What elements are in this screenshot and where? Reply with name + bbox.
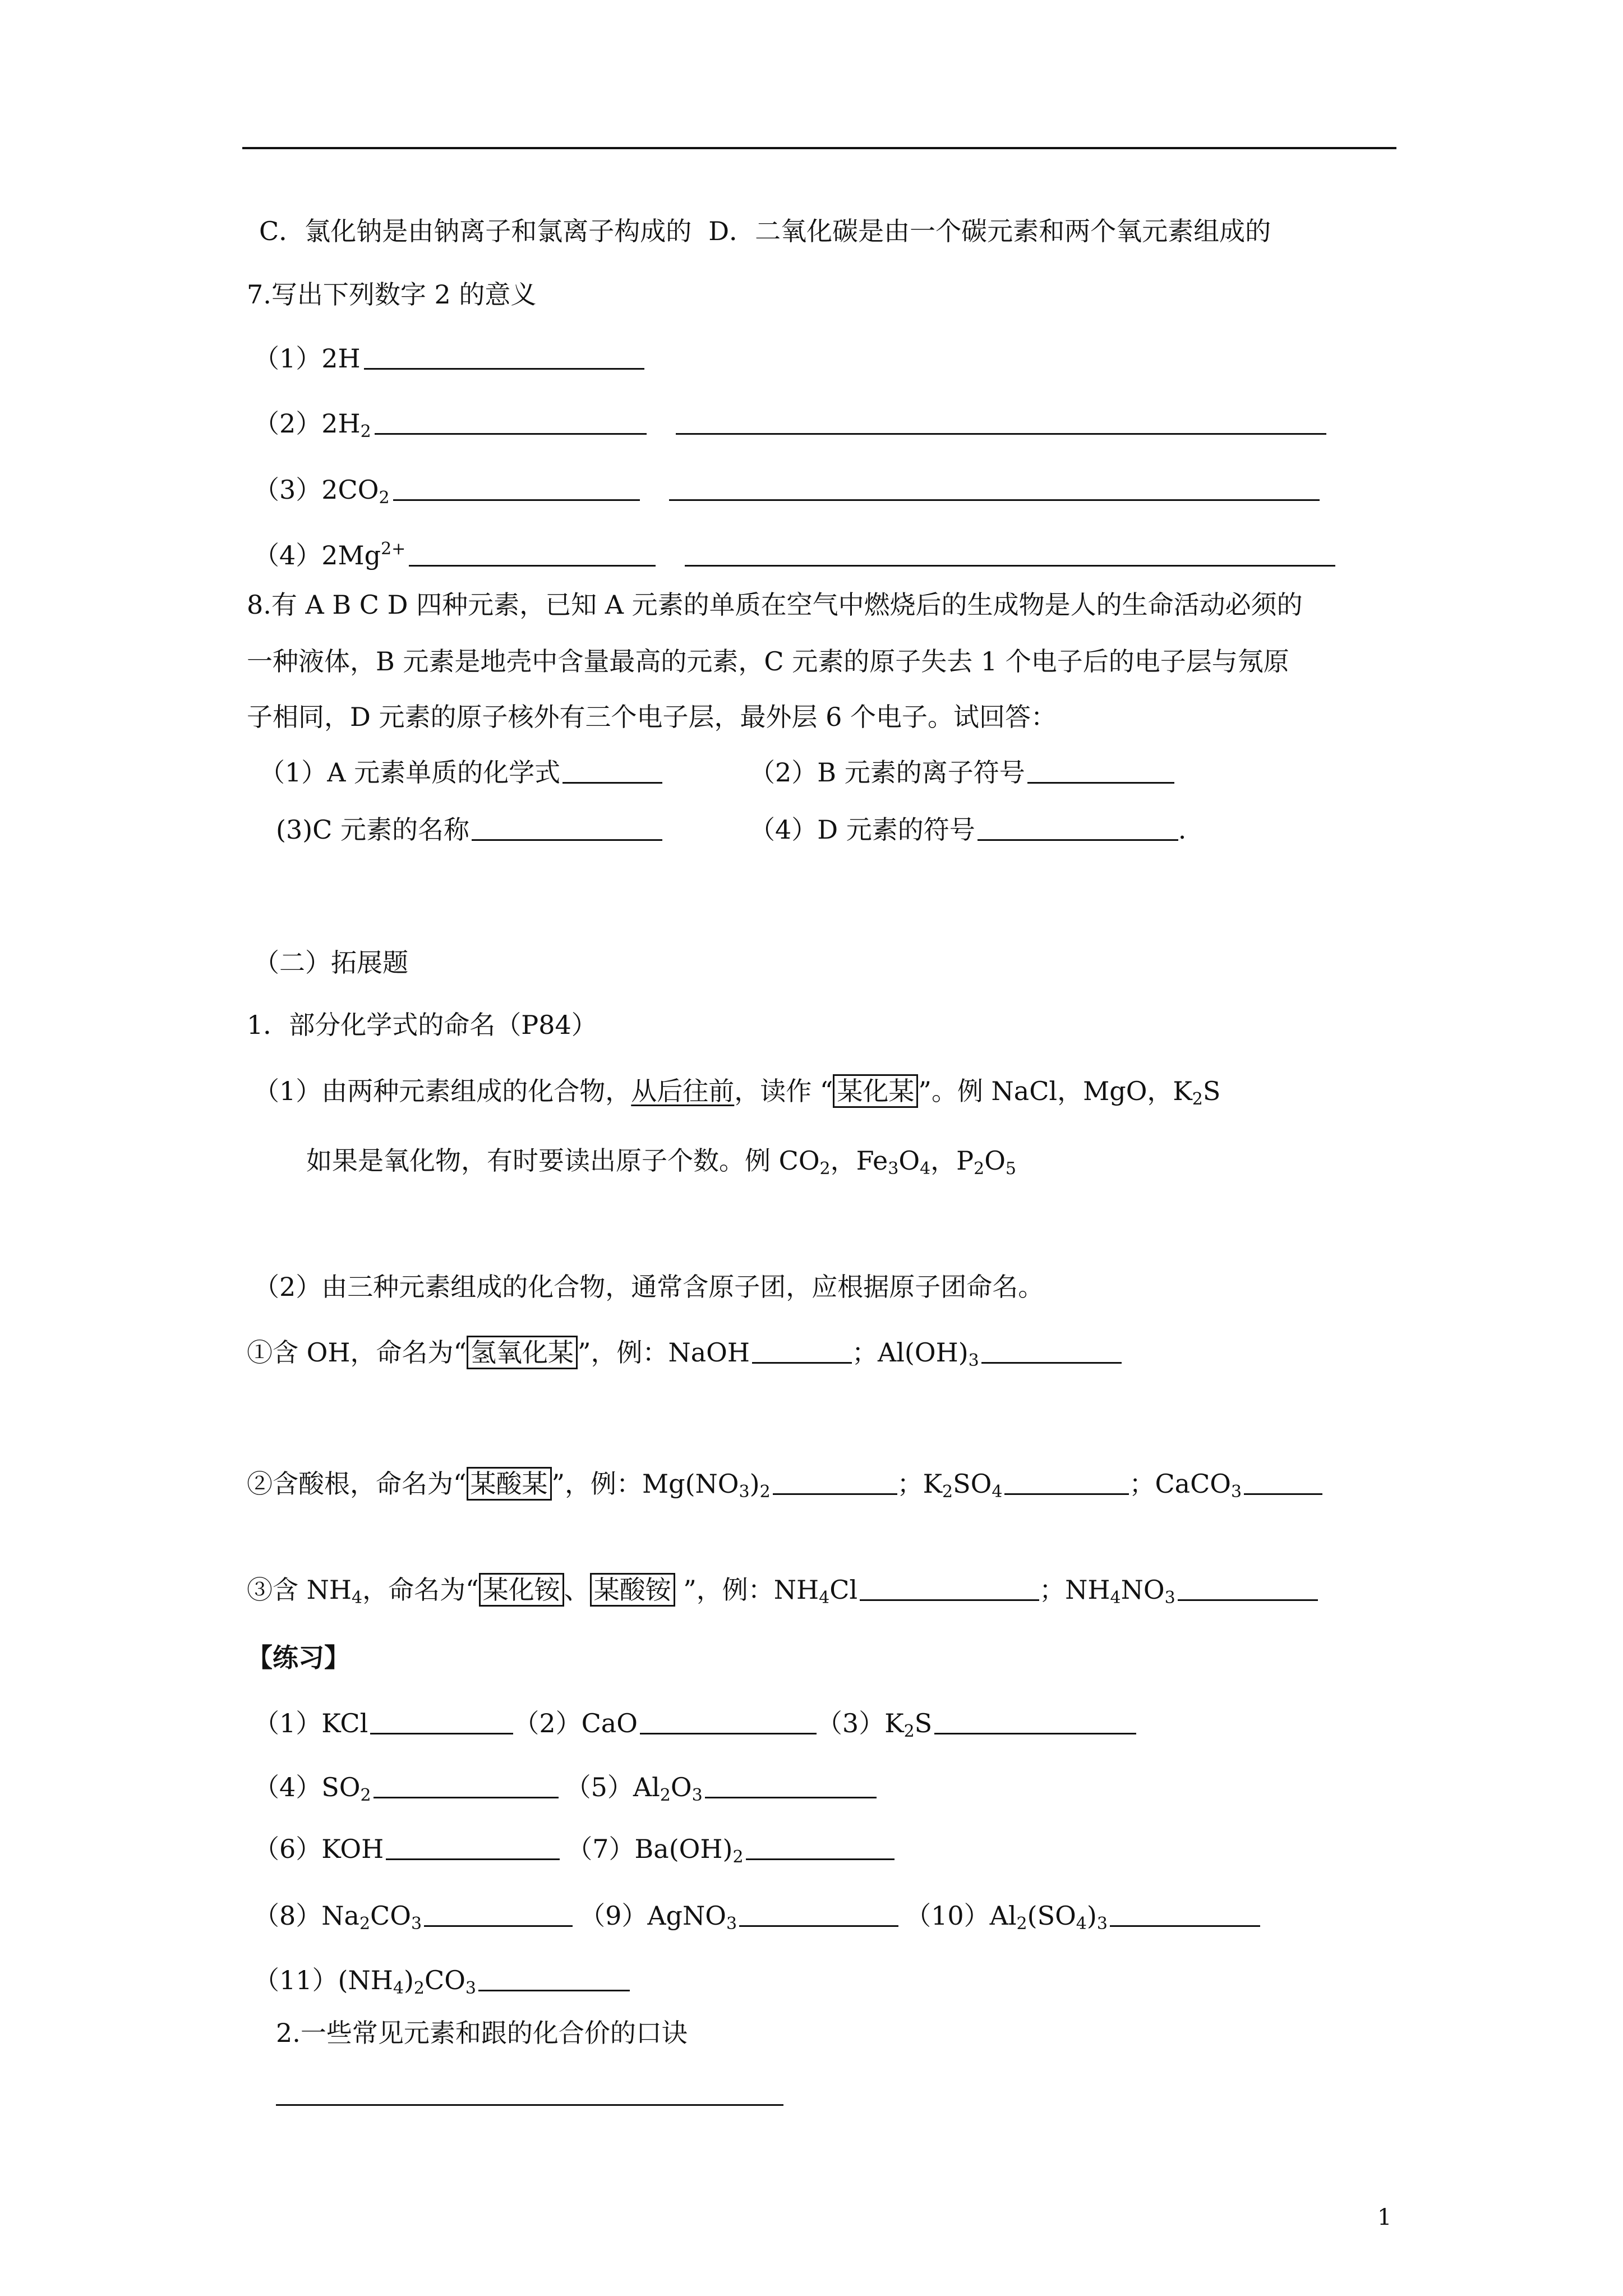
naming-rule-oxides: 如果是氧化物，有时要读出原子个数。例 $CO_2$，$Fe_3O_4$，$P_2O_5$ [306,1145,1017,1179]
answer-blank[interactable] [669,477,1320,501]
naming-rule-hydroxide: ①含 OH，命名为“ 氢氧化某 ”，例：NaOH ；$Al(OH)_3$ [247,1337,1122,1368]
answer-blank[interactable] [685,542,1335,567]
answer-blank[interactable] [752,1340,852,1364]
reading-order-underlined: 从后往前 [631,1076,735,1106]
answer-blank[interactable] [934,1710,1136,1734]
answer-blank[interactable] [1244,1471,1322,1495]
practice-row-2: $(4)SO_2$ $(5)Al_2O_3$ [253,1772,877,1803]
answer-blank[interactable] [370,1710,513,1734]
answer-blank[interactable] [478,1967,630,1991]
answer-blank[interactable] [472,817,662,841]
answer-blank[interactable] [364,346,644,370]
q8-answer-4: （4）D 元素的符号 . [749,815,1187,845]
answer-blank[interactable] [739,1903,898,1927]
q8-stem-line-1: 8.有 A B C D 四种元素，已知 A 元素的单质在空气中燃烧后的生成物是人的生命活动必须的 [247,590,1303,620]
q7-item-2: $(2)2H_2$ [253,408,1326,439]
answer-blank[interactable] [640,1710,817,1734]
practice-row-5: $(11)(NH_4)_2CO_3$ [253,1964,630,1996]
answer-blank[interactable] [1027,760,1174,784]
answer-blank[interactable] [374,1774,559,1798]
page-number: 1 [1377,2205,1392,2230]
q7-item-1: （1）2H [253,343,644,374]
answer-blank[interactable] [393,477,640,501]
answer-blank[interactable] [375,411,647,435]
q8-stem-line-2: 一种液体，B 元素是地壳中含量最高的元素，C 元素的原子失去 1 个电子后的电子层与氖原 [247,646,1289,677]
pattern-box-mou-hua-mou: 某化某 [833,1074,918,1108]
q6-option-c: C．氯化钠是由钠离子和氯离子构成的 [259,216,692,246]
answer-blank[interactable] [978,817,1178,841]
answer-blank[interactable] [1178,1577,1318,1601]
naming-rule-acid-radical: ②含酸根，命名为“ 某酸某 ”，例：$Mg(NO_3)_2$ ；$K_2SO_4$ ；CaCO$_3$ [247,1468,1322,1499]
practice-row-3: （6）KOH $(7)Ba(OH)_2$ [253,1833,895,1865]
pattern-box-ammonium-1: 某化铵 [479,1573,564,1607]
q8-answer-2: （2）B 元素的离子符号 [749,757,1174,788]
q7-item-4: $(4)2Mg^{2+}$ [253,540,1335,571]
answer-blank[interactable] [386,1836,560,1860]
answer-blank[interactable] [746,1836,895,1860]
answer-blank[interactable] [705,1774,877,1798]
answer-blank[interactable] [424,1903,573,1927]
answer-blank[interactable] [860,1577,1039,1601]
naming-rule-three-elements: （2）由三种元素组成的化合物，通常含原子团，应根据原子团命名。 [253,1272,1044,1302]
pattern-box-hydroxide: 氢氧化某 [467,1336,578,1369]
pattern-box-ammonium-2: 某酸铵 [590,1573,675,1607]
extension-item-2-title: 2.一些常见元素和跟的化合价的口诀 [276,2018,688,2048]
answer-blank[interactable] [773,1471,897,1495]
q6-option-d: D．二氧化碳是由一个碳元素和两个氧元素组成的 [708,216,1271,246]
q8-answer-3: (3)C 元素的名称 [276,814,662,845]
q7-item-3: $(3)2CO_2$ [253,474,1320,505]
answer-blank[interactable] [409,542,656,567]
answer-line[interactable] [276,2104,783,2106]
header-rule [242,147,1396,149]
answer-blank[interactable] [1110,1903,1260,1927]
naming-rule-two-elements: （1）由两种元素组成的化合物，从后往前，读作 “ 某化某 ”。例 NaCl，MgO，$K_2S$ [253,1075,1220,1107]
practice-row-1: （1）KCl （2）CaO $(3)K_2S$ [253,1708,1136,1739]
q8-answer-1: （1）A 元素单质的化学式 [259,757,662,788]
q8-stem-line-3: 子相同，D 元素的原子核外有三个电子层，最外层 6 个电子。试回答： [247,702,1057,732]
answer-blank[interactable] [562,760,662,784]
q6-options [259,215,1271,247]
naming-rule-ammonium: ③含 $NH_4$，命名为“ 某化铵 、 某酸铵 ”，例：$NH_4Cl$ ；$NH_4NO_3$ [247,1574,1318,1605]
answer-blank[interactable] [981,1340,1122,1364]
answer-blank[interactable] [676,411,1326,435]
pattern-box-acid-salt: 某酸某 [467,1467,552,1501]
practice-title: 【练习】 [247,1642,350,1673]
extension-item-1-title: 1．部分化学式的命名（P84） [247,1010,597,1040]
section-heading-extension: （二）拓展题 [253,947,408,978]
practice-row-4: $(8)Na_2CO_3$ （9）AgNO$_3$ $(10)Al_2(SO_4)_3$ [253,1900,1260,1931]
answer-blank[interactable] [1004,1471,1129,1495]
q7-title: 7.写出下列数字 2 的意义 [247,279,537,310]
